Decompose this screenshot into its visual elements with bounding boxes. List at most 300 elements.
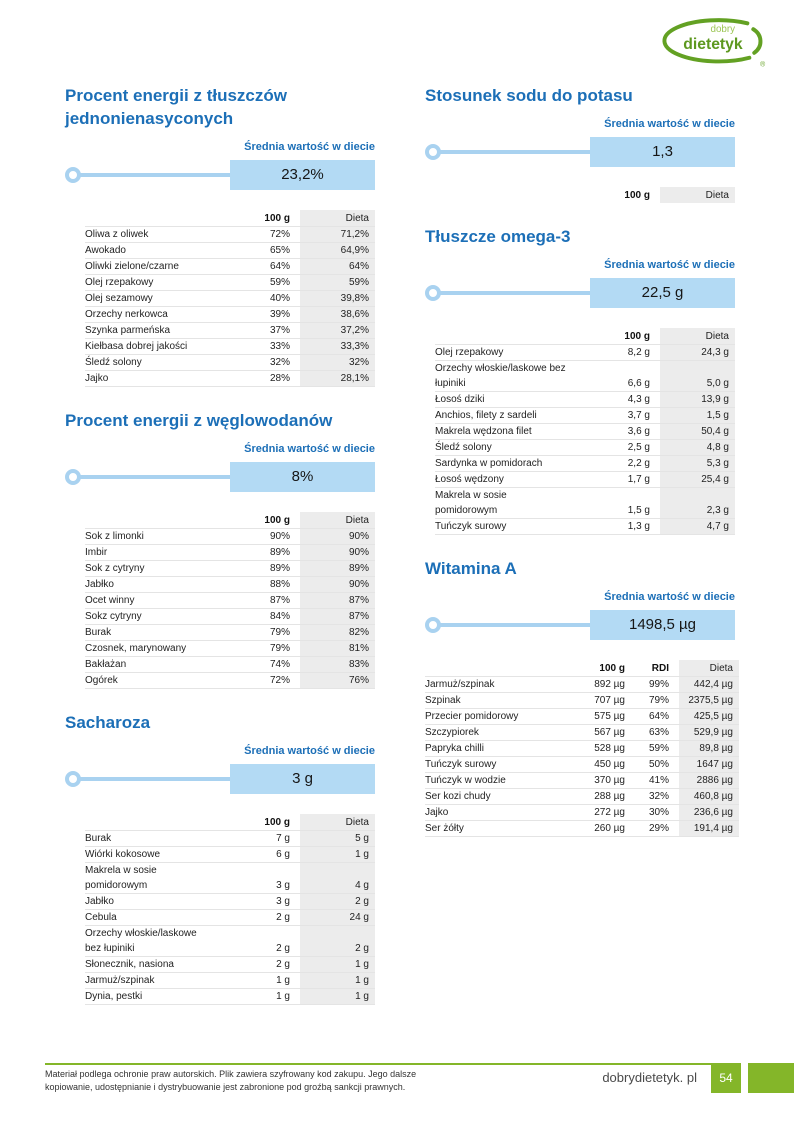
row-label: Ogórek	[85, 673, 210, 689]
table-row	[425, 725, 739, 741]
row-label: Jabłko	[85, 577, 210, 593]
gauge-connector-line	[80, 777, 230, 781]
row-label: Jajko	[425, 805, 565, 821]
row-label: Szczypiorek	[425, 725, 565, 741]
cell-100g: 260 µg	[565, 821, 625, 837]
footer-divider	[45, 1063, 711, 1065]
cell-dieta: 2 g	[290, 926, 375, 957]
table-body	[85, 227, 375, 387]
cell-dieta: 5,0 g	[650, 361, 735, 392]
table-head	[435, 328, 735, 345]
table-row	[435, 361, 735, 392]
table-head	[85, 512, 375, 529]
cell-dieta: 90%	[290, 545, 375, 561]
row-label: Czosnek, marynowany	[85, 641, 210, 657]
table-row	[425, 709, 739, 725]
table-row	[85, 641, 375, 657]
header-rdi: RDI	[625, 660, 669, 677]
cell-dieta: 37,2%	[290, 323, 375, 339]
cell-rdi: 30%	[625, 805, 669, 821]
data-table	[435, 328, 735, 535]
row-label: Makrela w sosie pomidorowym	[435, 488, 570, 519]
table-row	[435, 345, 735, 361]
table-head	[85, 814, 375, 831]
table-row	[85, 989, 375, 1005]
cell-100g: 40%	[210, 291, 290, 307]
cell-100g: 3 g	[210, 894, 290, 910]
row-label: Jarmuż/szpinak	[85, 973, 210, 989]
cell-100g: 79%	[210, 641, 290, 657]
cell-100g: 3 g	[210, 863, 290, 894]
table-row	[425, 773, 739, 789]
header-100g: 100 g	[210, 210, 290, 227]
cell-100g: 1 g	[210, 973, 290, 989]
cell-dieta: 83%	[290, 657, 375, 673]
cell-100g: 8,2 g	[570, 345, 650, 361]
table-row	[425, 805, 739, 821]
cell-100g: 2 g	[210, 910, 290, 926]
row-label: Jarmuż/szpinak	[425, 677, 565, 693]
table-row	[85, 926, 375, 957]
table-row	[85, 291, 375, 307]
row-label: Przecier pomidorowy	[425, 709, 565, 725]
row-label: Sardynka w pomidorach	[435, 456, 570, 472]
header-dieta: Dieta	[669, 660, 739, 677]
row-label: Wiórki kokosowe	[85, 847, 210, 863]
gauge-connector-line	[440, 623, 590, 627]
cell-dieta: 81%	[290, 641, 375, 657]
table-header-row	[85, 814, 375, 831]
cell-100g: 892 µg	[565, 677, 625, 693]
cell-dieta: 425,5 µg	[669, 709, 739, 725]
column-right	[425, 84, 735, 1005]
cell-100g: 39%	[210, 307, 290, 323]
row-label: Ser kozi chudy	[425, 789, 565, 805]
table-row	[435, 424, 735, 440]
cell-dieta: 236,6 µg	[669, 805, 739, 821]
row-label: Olej rzepakowy	[85, 275, 210, 291]
cell-100g: 3,6 g	[570, 424, 650, 440]
table-row	[85, 625, 375, 641]
cell-100g: 72%	[210, 227, 290, 243]
table-row	[85, 545, 375, 561]
table-row	[85, 831, 375, 847]
table-row	[435, 456, 735, 472]
table-header-row	[435, 187, 735, 203]
row-label: Sok z cytryny	[85, 561, 210, 577]
cell-dieta: 33,3%	[290, 339, 375, 355]
header-100g: 100 g	[210, 512, 290, 529]
gauge	[65, 160, 375, 190]
table-row	[85, 863, 375, 894]
cell-dieta: 5,3 g	[650, 456, 735, 472]
cell-100g: 88%	[210, 577, 290, 593]
table-row	[85, 307, 375, 323]
cell-dieta: 1647 µg	[669, 757, 739, 773]
row-label: Imbir	[85, 545, 210, 561]
cell-dieta: 4,8 g	[650, 440, 735, 456]
row-label: Łosoś dziki	[435, 392, 570, 408]
table-row	[85, 957, 375, 973]
row-label: Słonecznik, nasiona	[85, 957, 210, 973]
cell-dieta: 50,4 g	[650, 424, 735, 440]
cell-dieta: 87%	[290, 609, 375, 625]
cell-100g: 79%	[210, 625, 290, 641]
cell-100g: 3,7 g	[570, 408, 650, 424]
table-row	[85, 529, 375, 545]
cell-100g: 72%	[210, 673, 290, 689]
table-row	[425, 693, 739, 709]
column-left	[65, 84, 375, 1005]
table-row	[85, 275, 375, 291]
avg-value-label: Średnia wartość w diecie	[604, 118, 735, 130]
table-row	[85, 894, 375, 910]
brand-logo	[652, 14, 770, 70]
cell-100g: 575 µg	[565, 709, 625, 725]
header-col-label	[85, 512, 210, 529]
data-table	[85, 210, 375, 387]
cell-rdi: 59%	[625, 741, 669, 757]
section-title: Procent energii z węglowodanów	[65, 411, 333, 430]
cell-rdi: 29%	[625, 821, 669, 837]
header-col-label	[435, 187, 570, 203]
cell-dieta: 4 g	[290, 863, 375, 894]
table-head	[425, 660, 739, 677]
cell-rdi: 50%	[625, 757, 669, 773]
row-label: Olej sezamowy	[85, 291, 210, 307]
cell-dieta: 2 g	[290, 894, 375, 910]
cell-dieta: 1 g	[290, 989, 375, 1005]
table-body	[425, 677, 739, 837]
cell-dieta: 90%	[290, 529, 375, 545]
gauge-circle-icon	[425, 285, 441, 301]
row-label: Szynka parmeńska	[85, 323, 210, 339]
row-label: Oliwa z oliwek	[85, 227, 210, 243]
cell-100g: 87%	[210, 593, 290, 609]
row-label: Makrela w sosie pomidorowym	[85, 863, 210, 894]
footer-corner-block	[748, 1063, 794, 1093]
avg-value-box: 1,3	[590, 137, 735, 167]
row-label: Łosoś wędzony	[435, 472, 570, 488]
registered-mark: ®	[760, 61, 766, 69]
row-label: Orzechy włoskie/laskowe bez łupiniki	[435, 361, 570, 392]
row-label: Cebula	[85, 910, 210, 926]
content-columns	[65, 84, 735, 1005]
section-mono-fat	[65, 84, 375, 387]
section-title: Stosunek sodu do potasu	[425, 86, 633, 105]
logo-word-bottom: dietetyk	[683, 35, 743, 53]
gauge-circle-icon	[425, 144, 441, 160]
table-row	[85, 609, 375, 625]
header-col-label	[85, 814, 210, 831]
table-row	[85, 355, 375, 371]
cell-rdi: 41%	[625, 773, 669, 789]
avg-value-box: 22,5 g	[590, 278, 735, 308]
cell-dieta: 28,1%	[290, 371, 375, 387]
cell-100g: 2 g	[210, 926, 290, 957]
gauge	[425, 610, 735, 640]
cell-dieta: 64%	[290, 259, 375, 275]
table-row	[435, 519, 735, 535]
table-row	[85, 323, 375, 339]
cell-100g: 37%	[210, 323, 290, 339]
cell-100g: 4,3 g	[570, 392, 650, 408]
table-row	[85, 593, 375, 609]
footer-disclaimer	[45, 1068, 416, 1094]
cell-dieta: 64,9%	[290, 243, 375, 259]
section-sodium-potassium	[425, 84, 735, 203]
cell-rdi: 99%	[625, 677, 669, 693]
avg-value-label: Średnia wartość w diecie	[244, 443, 375, 455]
row-label: Śledź solony	[435, 440, 570, 456]
cell-rdi: 32%	[625, 789, 669, 805]
cell-100g: 370 µg	[565, 773, 625, 789]
cell-dieta: 24 g	[290, 910, 375, 926]
disclaimer-line-1: Materiał podlega ochronie praw autorskich. Plik zawiera szyfrowany kod zakupu. Jego dalsze	[45, 1069, 417, 1079]
row-label: Kiełbasa dobrej jakości	[85, 339, 210, 355]
cell-dieta: 191,4 µg	[669, 821, 739, 837]
table-row	[85, 973, 375, 989]
cell-dieta: 71,2%	[290, 227, 375, 243]
cell-dieta: 82%	[290, 625, 375, 641]
cell-dieta: 38,6%	[290, 307, 375, 323]
data-table	[425, 660, 739, 837]
header-dieta: Dieta	[650, 187, 735, 203]
cell-dieta: 5 g	[290, 831, 375, 847]
row-label: Burak	[85, 625, 210, 641]
table-row	[85, 561, 375, 577]
cell-dieta: 76%	[290, 673, 375, 689]
row-label: Jajko	[85, 371, 210, 387]
gauge	[65, 462, 375, 492]
avg-value-box: 23,2%	[230, 160, 375, 190]
table-row	[425, 741, 739, 757]
header-100g: 100 g	[565, 660, 625, 677]
table-row	[85, 339, 375, 355]
data-table	[85, 512, 375, 689]
header-dieta: Dieta	[290, 210, 375, 227]
row-label: Jabłko	[85, 894, 210, 910]
section-omega3	[425, 225, 735, 535]
cell-dieta: 59%	[290, 275, 375, 291]
table-row	[425, 789, 739, 805]
cell-100g: 84%	[210, 609, 290, 625]
row-label: Tuńczyk surowy	[425, 757, 565, 773]
avg-value-box: 1498,5 µg	[590, 610, 735, 640]
cell-dieta: 2886 µg	[669, 773, 739, 789]
section-carbs	[65, 409, 375, 689]
cell-100g: 28%	[210, 371, 290, 387]
table-row	[425, 757, 739, 773]
row-label: Awokado	[85, 243, 210, 259]
cell-dieta: 39,8%	[290, 291, 375, 307]
cell-100g: 74%	[210, 657, 290, 673]
header-100g: 100 g	[570, 328, 650, 345]
table-row	[85, 673, 375, 689]
table-head	[85, 210, 375, 227]
section-sucrose	[65, 711, 375, 1005]
header-100g: 100 g	[624, 190, 650, 201]
table-row	[85, 910, 375, 926]
avg-value-label: Średnia wartość w diecie	[604, 259, 735, 271]
cell-dieta: 89%	[290, 561, 375, 577]
gauge-connector-line	[80, 475, 230, 479]
cell-100g: 1,5 g	[570, 488, 650, 519]
cell-100g: 272 µg	[565, 805, 625, 821]
cell-100g: 1,3 g	[570, 519, 650, 535]
gauge	[65, 764, 375, 794]
data-table	[435, 187, 735, 203]
row-label: Śledź solony	[85, 355, 210, 371]
cell-dieta: 32%	[290, 355, 375, 371]
table-row	[85, 577, 375, 593]
row-label: Orzechy włoskie/laskowe bez łupiniki	[85, 926, 210, 957]
row-label: Anchios, filety z sardeli	[435, 408, 570, 424]
cell-100g: 89%	[210, 561, 290, 577]
cell-100g: 707 µg	[565, 693, 625, 709]
cell-100g: 6 g	[210, 847, 290, 863]
cell-100g: 59%	[210, 275, 290, 291]
header-dieta: Dieta	[290, 814, 375, 831]
row-label: Ocet winny	[85, 593, 210, 609]
row-label: Olej rzepakowy	[435, 345, 570, 361]
header-col-label	[425, 660, 565, 677]
table-row	[85, 243, 375, 259]
avg-value-label: Średnia wartość w diecie	[244, 745, 375, 757]
page-number-badge: 54	[711, 1063, 741, 1093]
gauge	[425, 137, 735, 167]
cell-dieta: 24,3 g	[650, 345, 735, 361]
table-row	[85, 227, 375, 243]
section-title: Tłuszcze omega-3	[425, 227, 571, 246]
cell-100g: 2 g	[210, 957, 290, 973]
cell-dieta: 87%	[290, 593, 375, 609]
cell-100g: 89%	[210, 545, 290, 561]
row-label: Orzechy nerkowca	[85, 307, 210, 323]
table-header-row	[425, 660, 739, 677]
row-label: Tuńczyk surowy	[435, 519, 570, 535]
gauge-circle-icon	[425, 617, 441, 633]
row-label: Dynia, pestki	[85, 989, 210, 1005]
cell-100g: 567 µg	[565, 725, 625, 741]
footer-site-url[interactable]: dobrydietetyk. pl	[602, 1070, 697, 1085]
cell-100g: 64%	[210, 259, 290, 275]
cell-dieta: 2375,5 µg	[669, 693, 739, 709]
data-table	[85, 814, 375, 1005]
cell-rdi: 79%	[625, 693, 669, 709]
row-label: Tuńczyk w wodzie	[425, 773, 565, 789]
section-title: Procent energii z tłuszczów jednonienasyconych	[65, 86, 287, 128]
cell-100g: 2,2 g	[570, 456, 650, 472]
cell-dieta: 1 g	[290, 957, 375, 973]
row-label: Bakłażan	[85, 657, 210, 673]
row-label: Sok z limonki	[85, 529, 210, 545]
table-row	[435, 408, 735, 424]
header-col-label	[85, 210, 210, 227]
table-header-row	[85, 512, 375, 529]
cell-100g: 32%	[210, 355, 290, 371]
cell-100g: 2,5 g	[570, 440, 650, 456]
gauge-connector-line	[80, 173, 230, 177]
row-label: Szpinak	[425, 693, 565, 709]
row-label: Makrela wędzona filet	[435, 424, 570, 440]
gauge-connector-line	[440, 150, 590, 154]
cell-100g: 1 g	[210, 989, 290, 1005]
cell-dieta: 25,4 g	[650, 472, 735, 488]
table-row	[435, 488, 735, 519]
table-body	[85, 529, 375, 689]
table-row	[85, 259, 375, 275]
cell-100g: 6,6 g	[570, 361, 650, 392]
cell-100g: 450 µg	[565, 757, 625, 773]
cell-dieta: 1 g	[290, 973, 375, 989]
table-row	[435, 392, 735, 408]
cell-100g: 33%	[210, 339, 290, 355]
cell-100g: 1,7 g	[570, 472, 650, 488]
avg-value-label: Średnia wartość w diecie	[604, 591, 735, 603]
row-label: Papryka chilli	[425, 741, 565, 757]
gauge-circle-icon	[65, 771, 81, 787]
row-label: Burak	[85, 831, 210, 847]
table-row	[85, 657, 375, 673]
header-100g: 100 g	[210, 814, 290, 831]
table-row	[425, 677, 739, 693]
gauge-connector-line	[440, 291, 590, 295]
avg-value-box: 8%	[230, 462, 375, 492]
disclaimer-line-2: kopiowanie, udostępnianie i dystrybuowanie jest zabronione pod groźbą sankcji prawnych.	[45, 1082, 406, 1092]
avg-value-box: 3 g	[230, 764, 375, 794]
logo-right-arc-icon	[753, 29, 760, 53]
section-vitamin-a	[425, 557, 735, 837]
table-body	[435, 345, 735, 535]
header-dieta: Dieta	[650, 328, 735, 345]
cell-dieta: 1 g	[290, 847, 375, 863]
cell-dieta: 1,5 g	[650, 408, 735, 424]
cell-dieta: 460,8 µg	[669, 789, 739, 805]
cell-dieta: 90%	[290, 577, 375, 593]
table-body	[85, 831, 375, 1005]
table-row	[435, 472, 735, 488]
gauge-circle-icon	[65, 469, 81, 485]
cell-100g: 65%	[210, 243, 290, 259]
cell-100g: 90%	[210, 529, 290, 545]
avg-value-label: Średnia wartość w diecie	[244, 141, 375, 153]
cell-100g: 7 g	[210, 831, 290, 847]
header-col-label	[435, 328, 570, 345]
row-label: Oliwki zielone/czarne	[85, 259, 210, 275]
table-row	[425, 821, 739, 837]
cell-dieta: 89,8 µg	[669, 741, 739, 757]
gauge-circle-icon	[65, 167, 81, 183]
row-label: Sokz cytryny	[85, 609, 210, 625]
cell-dieta: 2,3 g	[650, 488, 735, 519]
logo-word-top: dobry	[710, 24, 736, 36]
section-title: Witamina A	[425, 559, 517, 578]
section-title: Sacharoza	[65, 713, 151, 732]
cell-dieta: 4,7 g	[650, 519, 735, 535]
table-head	[435, 187, 735, 203]
cell-dieta: 13,9 g	[650, 392, 735, 408]
gauge	[425, 278, 735, 308]
table-header-row	[85, 210, 375, 227]
table-header-row	[435, 328, 735, 345]
cell-dieta: 442,4 µg	[669, 677, 739, 693]
table-row	[85, 847, 375, 863]
cell-rdi: 64%	[625, 709, 669, 725]
table-row	[85, 371, 375, 387]
row-label: Ser żółty	[425, 821, 565, 837]
cell-rdi: 63%	[625, 725, 669, 741]
